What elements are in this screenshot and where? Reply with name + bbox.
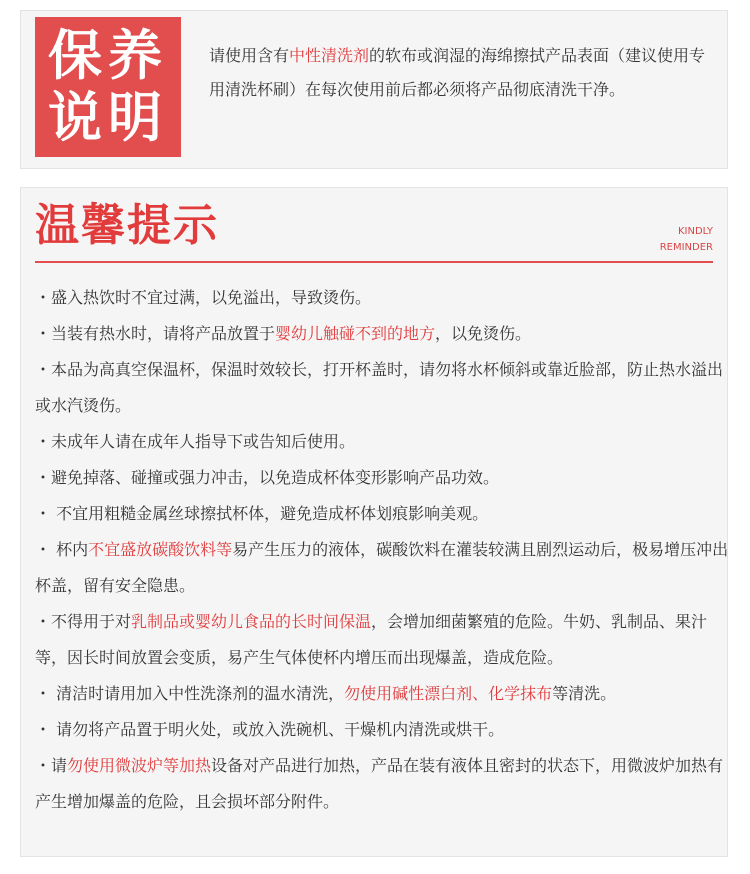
- reminder-item: [35, 280, 729, 316]
- text-segment: ・请: [35, 756, 68, 775]
- text-segment: ・ 不宜用粗糙金属丝球擦拭杯体，避免造成杯体划痕影响美观。: [35, 504, 489, 523]
- text-segment: ・ 清洁时请用加入中性洗涤剂的温水清洗，: [35, 684, 345, 703]
- text-segment: 等清洗。: [552, 684, 617, 703]
- text-segment: ・未成年人请在成年人指导下或告知后使用。: [35, 432, 356, 451]
- reminder-item: [35, 424, 729, 460]
- reminder-item: [35, 532, 729, 604]
- text-segment: ，会增加细菌繁殖的危险。牛奶、乳制品、果汁等，因长时间放置会变质，易产生气体使杯内增压而出现爆盖，造成危险。: [35, 612, 708, 667]
- reminder-item: [35, 352, 729, 424]
- care-badge: [35, 17, 181, 157]
- text-segment: ・不得用于对: [35, 612, 132, 631]
- text-segment: ・盛入热饮时不宜过满，以免溢出，导致烫伤。: [35, 288, 372, 307]
- title-divider: [35, 261, 713, 263]
- text-segment: ・本品为高真空保温杯，保温时效较长，打开杯盖时，请勿将水杯倾斜或靠近脸部，防止热水溢出或水汽烫伤。: [35, 360, 724, 415]
- care-badge-line-1: 保养: [48, 24, 168, 87]
- text-segment: 设备对产品进行加热，产品在装有液体且密封的状态下，用微波炉加热有产生增加爆盖的危险，且会损坏部分附件。: [35, 756, 724, 811]
- text-segment: ・ 请勿将产品置于明火处，或放入洗碗机、干燥机内清洗或烘干。: [35, 720, 505, 739]
- care-badge-line-2: 说明: [48, 86, 168, 149]
- reminder-english-line-2: REMINDER: [659, 242, 713, 253]
- text-segment: 易产生压力的液体，碳酸饮料在灌装较满且剧烈运动后，极易增压冲出杯盖，留有安全隐患。: [35, 540, 729, 595]
- care-instructions-panel: [20, 10, 728, 169]
- highlighted-text: 中性清洗剂: [289, 46, 370, 65]
- reminder-title: 温馨提示: [35, 200, 219, 251]
- care-instructions-text: [209, 39, 714, 107]
- reminder-item: [35, 496, 729, 532]
- kind-reminder-panel: [20, 187, 728, 857]
- reminder-item: [35, 604, 729, 676]
- reminder-list: [35, 280, 729, 820]
- highlighted-text: 乳制品或婴幼儿食品的长时间保温: [131, 612, 372, 631]
- highlighted-text: 婴幼儿触碰不到的地方: [275, 324, 436, 343]
- text-segment: ，以免烫伤。: [435, 324, 532, 343]
- reminder-item: [35, 460, 729, 496]
- reminder-english-caption: [660, 224, 713, 256]
- text-segment: ・ 杯内: [35, 540, 89, 559]
- reminder-item: [35, 676, 729, 712]
- text-segment: ・当装有热水时，请将产品放置于: [35, 324, 276, 343]
- highlighted-text: 勿使用碱性漂白剂、化学抹布: [344, 684, 553, 703]
- text-segment: 请使用含有: [209, 46, 290, 65]
- reminder-item: [35, 712, 729, 748]
- highlighted-text: 勿使用微波炉等加热: [67, 756, 212, 775]
- text-segment: ・避免掉落、碰撞或强力冲击，以免造成杯体变形影响产品功效。: [35, 468, 500, 487]
- reminder-item: [35, 316, 729, 352]
- reminder-item: [35, 748, 729, 820]
- reminder-english-line-1: KINDLY: [677, 226, 713, 237]
- text-segment: 的软布或润湿的海绵擦拭产品表面（建议使用专用清洗杯刷）在每次使用前后都必须将产品彻底清洗干净。: [209, 46, 706, 99]
- highlighted-text: 不宜盛放碳酸饮料等: [88, 540, 233, 559]
